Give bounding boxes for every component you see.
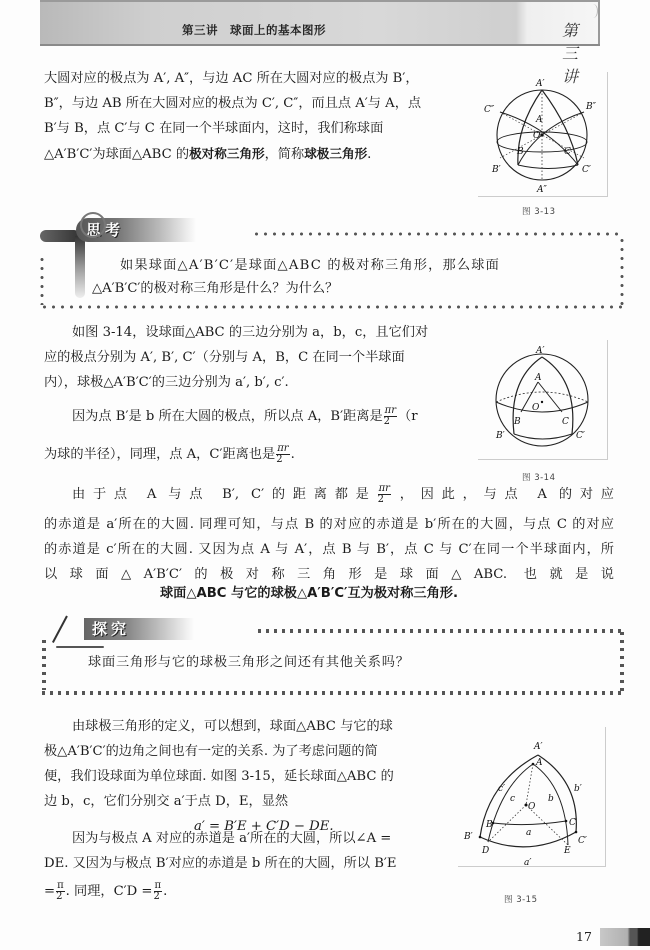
conclusion-statement: 球面△ABC 与它的球极△A′B′C′互为极对称三角形. — [160, 586, 458, 601]
fig14-label: A — [535, 373, 542, 383]
text-line — [44, 141, 464, 167]
text-line: DE. 又因为与极点 B′对应的赤道是 b 所在的大圆，所以 B′E — [44, 856, 397, 871]
fig13-label: O — [533, 131, 541, 141]
fig15-label: A′ — [534, 742, 543, 752]
fig13-label: A — [536, 115, 543, 125]
text-line: 大圆对应的极点为 A′, A″，与边 AC 所在大圆对应的极点为 B′， — [44, 71, 419, 86]
think-box-border-bottom — [40, 305, 624, 309]
paragraph-angle-proof — [44, 826, 434, 908]
explore-box-border-top — [258, 629, 622, 633]
text-fragment: 为球的半径），同理，点 A，C′距离也是 — [44, 447, 276, 462]
paragraph-polar-definition — [44, 66, 464, 167]
fraction-numerator: πr — [277, 443, 289, 454]
fig13-label: C″ — [484, 105, 495, 115]
think-box-border-right — [620, 236, 624, 306]
chapter-mark: 第三讲 — [562, 21, 585, 86]
fraction-numerator: πr — [378, 483, 390, 494]
fig13-label: C′ — [582, 165, 591, 175]
fraction-numerator: π — [57, 880, 64, 891]
think-box-border-top — [252, 232, 624, 236]
equation: a′ = B′E + C′D − DE. — [194, 819, 334, 834]
text-line — [44, 402, 452, 432]
text-line: 以球面△A′B′C′的极对称三角形是球面△ABC. 也就是说 — [44, 567, 614, 582]
text-line: 由球极三角形的定义，可以想到，球面△ABC 与它的球 — [72, 719, 393, 734]
bold-term: 极对称三角形 — [189, 146, 265, 161]
figure-caption: 图 3-13 — [522, 207, 556, 217]
fraction-denominator: 2 — [56, 891, 63, 902]
text-fragment: . — [367, 147, 372, 162]
text-line: 内），球极△A′B′C′的三边分别为 a′, b′, c′. — [44, 375, 289, 390]
figure-3-14 — [478, 340, 608, 460]
think-box-border-left — [40, 255, 44, 305]
fig14-label: A′ — [536, 346, 545, 356]
fig14-label: C′ — [576, 431, 585, 441]
header-topic: 球面上的基本图形 — [230, 23, 326, 37]
text-fragment: 因为点 B′是 b 所在大圆的极点，所以点 A，B′距离是 — [72, 409, 383, 424]
text-line: 边 b，c，它们分别交 a′于点 D，E，显然 — [44, 794, 289, 809]
text-fragment: ，因此，与点 A 的对应 — [391, 487, 614, 502]
key-decoration-icon — [40, 230, 80, 242]
page-number: 17 — [576, 929, 592, 944]
think-question-line: △A′B′C′的极对称三角形是什么？为什么？ — [92, 281, 339, 296]
fraction-numerator: π — [154, 880, 162, 891]
fig13-label: B″ — [586, 102, 596, 112]
pen-underline-decoration — [56, 646, 104, 648]
think-question-line: 如果球面△A′B′C′是球面△ABC 的极对称三角形，那么球面 — [120, 258, 501, 273]
figure-3-13 — [478, 72, 608, 197]
fig13-label: A′ — [536, 79, 545, 89]
figure-caption: 图 3-15 — [504, 895, 538, 905]
fig15-label: C′ — [578, 836, 587, 846]
text-fragment: △A′B′C′为球面△ABC 的 — [44, 147, 190, 162]
explore-badge: 探究 — [84, 618, 194, 640]
paragraph-side-angle — [44, 714, 434, 839]
paragraph-equator — [44, 480, 614, 587]
fig13-label: B′ — [492, 165, 501, 175]
text-fragment: ，简称 — [264, 147, 305, 162]
header-decoration-icon — [588, 4, 598, 18]
text-fragment: . — [163, 884, 168, 899]
text-line: 如图 3-14，设球面△ABC 的三边分别为 a，b，c，且它们对 — [72, 325, 429, 340]
fraction-pi-r-over-2 — [378, 484, 391, 505]
fraction-pi-over-2 — [154, 881, 163, 902]
explore-question: 球面三角形与它的球极三角形之间还有其他关系吗？ — [88, 655, 410, 670]
text-fragment: . — [290, 447, 295, 462]
key-stem-decoration — [75, 236, 85, 298]
fig15-label: A — [536, 758, 543, 768]
fig14-label: B′ — [496, 431, 505, 441]
text-line — [44, 440, 452, 470]
text-fragment: （r — [398, 409, 418, 424]
fig15-label: D — [482, 846, 490, 856]
fig15-label: c — [510, 794, 516, 804]
fig13-label: A″ — [537, 185, 547, 195]
fig14-label: C — [562, 417, 569, 427]
explore-box-border-right — [620, 632, 624, 692]
fig15-label: b — [548, 794, 554, 804]
fig13-label: B — [517, 147, 524, 157]
fig14-label: O — [532, 403, 540, 413]
polar-triangle-diagram — [458, 727, 606, 867]
text-line: 的赤道是 c′所在的大圆. 又因为点 A 与 A′，点 B 与 B′，点 C 与 C′在同一个半球面内，所 — [44, 542, 614, 557]
text-fragment: = — [44, 884, 56, 899]
text-line: B′与 B，点 C′与 C 在同一个半球面内，这时，我们称球面 — [44, 121, 384, 136]
figure-3-15 — [458, 727, 606, 867]
text-line: 的赤道是 a′所在的大圆. 同理可知，与点 B 的对应的赤道是 b′所在的大圆，与点 C 的对应 — [44, 517, 614, 532]
fig15-label: C — [569, 818, 576, 828]
text-line: B″，与边 AB 所在大圆对应的极点为 C′, C″，而且点 A′与 A，点 — [44, 96, 422, 111]
fraction-numerator: πr — [384, 405, 397, 416]
text-line: 极△A′B′C′的边角之间也有一定的关系. 为了考虑问题的简 — [44, 744, 378, 759]
fig15-label: B — [486, 820, 493, 830]
text-line: 应的极点分别为 A′, B′, C′（分别与 A，B，C 在同一个半球面 — [44, 350, 405, 365]
fig15-label: b′ — [574, 784, 582, 794]
sphere-triangle-diagram — [478, 340, 608, 460]
think-badge: 思考 — [76, 218, 196, 242]
explore-box-border-left — [42, 640, 46, 690]
fig15-label: a′ — [524, 858, 532, 867]
fig15-label: a — [526, 828, 532, 838]
fraction-pi-over-2 — [56, 881, 65, 902]
pen-decoration-icon — [52, 616, 68, 643]
sphere-polar-diagram — [478, 72, 608, 197]
explore-box-border-bottom — [42, 691, 622, 695]
text-line: 因为与极点 A 对应的赤道是 a′所在的大圆，所以∠A = — [72, 831, 392, 846]
fig15-label: B′ — [464, 832, 473, 842]
text-fragment: . 同理，C′D = — [65, 884, 153, 899]
fig15-label: E — [564, 846, 571, 856]
paragraph-distance — [44, 402, 452, 470]
footer-tab-decoration — [600, 928, 650, 946]
fraction-pi-r-over-2 — [384, 406, 397, 427]
fig15-label: c′ — [498, 784, 506, 794]
header-lecture: 第三讲 — [182, 23, 218, 37]
fig13-label: C — [564, 147, 571, 157]
bold-term: 球极三角形 — [304, 146, 368, 161]
think-badge-ring-icon — [80, 212, 106, 238]
text-line: 便，我们设球面为单位球面. 如图 3-15，延长球面△ABC 的 — [44, 769, 394, 784]
fraction-denominator: 2 — [276, 454, 283, 465]
fraction-denominator: 2 — [383, 416, 391, 427]
header-title — [182, 22, 326, 38]
fig14-label: B — [514, 417, 521, 427]
text-line — [44, 480, 614, 510]
fraction-pi-r-over-2 — [276, 444, 289, 465]
fraction-denominator: 2 — [377, 494, 384, 505]
text-fragment: 由于点 A 与点 B′, C′的距离都是 — [72, 487, 377, 502]
text-line — [44, 876, 434, 908]
figure-caption: 图 3-14 — [522, 473, 556, 483]
paragraph-fig314-setup — [44, 320, 452, 395]
fig15-label: O — [528, 802, 536, 812]
fraction-denominator: 2 — [153, 891, 160, 902]
